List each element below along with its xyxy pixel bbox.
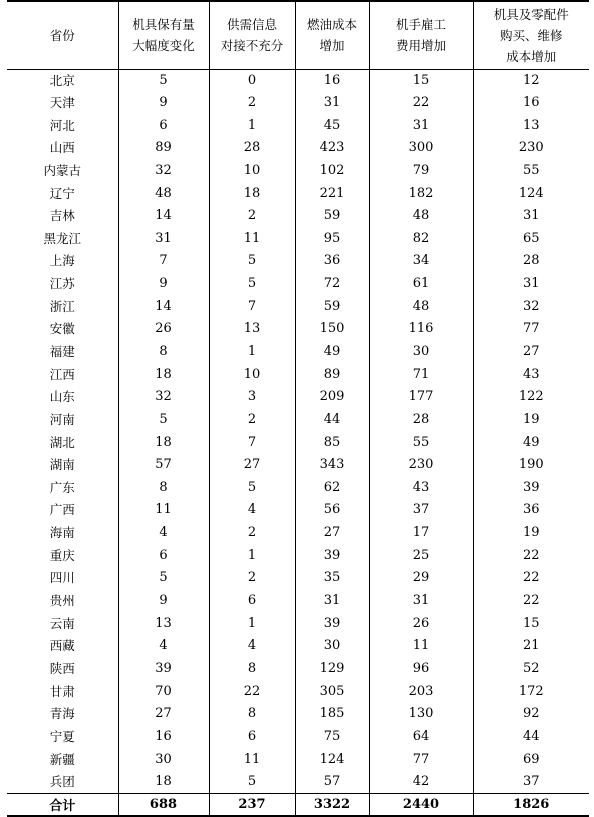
value-cell: 28: [209, 137, 295, 160]
table-row: [7, 227, 589, 250]
value-cell: 172: [473, 680, 589, 703]
province-cell: 内蒙古: [7, 160, 118, 183]
value-cell: 230: [473, 137, 589, 160]
province-cell: 河北: [7, 114, 118, 137]
province-cell: 浙江: [7, 295, 118, 318]
value-cell: 69: [473, 748, 589, 771]
value-cell: 8: [209, 703, 295, 726]
value-cell: 5: [209, 250, 295, 273]
column-header-line: 燃油成本: [306, 17, 357, 33]
table-body: [7, 69, 589, 794]
table-row: [7, 205, 589, 228]
table-row: [7, 363, 589, 386]
value-cell: 27: [473, 341, 589, 364]
value-cell: 13: [473, 114, 589, 137]
value-cell: 18: [118, 771, 209, 794]
value-cell: 31: [473, 205, 589, 228]
province-cell: 新疆: [7, 748, 118, 771]
value-cell: 5: [209, 477, 295, 500]
column-header-line: 机具保有量: [132, 17, 195, 33]
value-cell: 230: [369, 454, 473, 477]
value-cell: 150: [295, 318, 369, 341]
column-header: [473, 1, 589, 69]
value-cell: 30: [118, 748, 209, 771]
value-cell: 129: [295, 658, 369, 681]
value-cell: 37: [473, 771, 589, 794]
value-cell: 95: [295, 227, 369, 250]
value-cell: 203: [369, 680, 473, 703]
value-cell: 10: [209, 160, 295, 183]
province-cell: 重庆: [7, 544, 118, 567]
value-cell: 2: [209, 409, 295, 432]
province-cell: 兵团: [7, 771, 118, 794]
value-cell: 77: [369, 748, 473, 771]
table-row: [7, 567, 589, 590]
value-cell: 49: [473, 431, 589, 454]
value-cell: 79: [369, 160, 473, 183]
value-cell: 61: [369, 273, 473, 296]
value-cell: 59: [295, 205, 369, 228]
table-row: [7, 748, 589, 771]
table-row: [7, 726, 589, 749]
column-header-line: 成本增加: [506, 48, 557, 64]
province-cell: 甘肃: [7, 680, 118, 703]
table-row: [7, 658, 589, 681]
value-cell: 13: [118, 612, 209, 635]
column-header-line: 费用增加: [395, 38, 446, 54]
value-cell: 15: [369, 69, 473, 92]
value-cell: 48: [369, 205, 473, 228]
table-row: [7, 590, 589, 613]
value-cell: 22: [473, 544, 589, 567]
province-cell: 山西: [7, 137, 118, 160]
header-row: [7, 1, 589, 69]
province-cell: 广西: [7, 499, 118, 522]
value-cell: 36: [473, 499, 589, 522]
value-cell: 52: [473, 658, 589, 681]
province-cell: 天津: [7, 92, 118, 115]
value-cell: 102: [295, 160, 369, 183]
value-cell: 57: [295, 771, 369, 794]
province-cell: 江苏: [7, 273, 118, 296]
column-header: [295, 1, 369, 69]
value-cell: 7: [118, 250, 209, 273]
value-cell: 17: [369, 522, 473, 545]
value-cell: 39: [295, 612, 369, 635]
value-cell: 8: [118, 341, 209, 364]
table-header: [7, 1, 589, 69]
value-cell: 55: [369, 431, 473, 454]
value-cell: 423: [295, 137, 369, 160]
value-cell: 70: [118, 680, 209, 703]
province-cell: 黑龙江: [7, 227, 118, 250]
value-cell: 122: [473, 386, 589, 409]
value-cell: 27: [209, 454, 295, 477]
column-header-line: 供需信息: [226, 17, 277, 33]
value-cell: 39: [118, 658, 209, 681]
value-cell: 39: [295, 544, 369, 567]
value-cell: 182: [369, 182, 473, 205]
value-cell: 1: [209, 544, 295, 567]
value-cell: 21: [473, 635, 589, 658]
value-cell: 25: [369, 544, 473, 567]
value-cell: 45: [295, 114, 369, 137]
column-header-line: 对接不充分: [220, 38, 284, 54]
value-cell: 22: [473, 590, 589, 613]
value-cell: 55: [473, 160, 589, 183]
table-row: [7, 703, 589, 726]
value-cell: 65: [473, 227, 589, 250]
province-cell: 河南: [7, 409, 118, 432]
province-cell: 广东: [7, 477, 118, 500]
value-cell: 7: [209, 295, 295, 318]
table-row: [7, 477, 589, 500]
value-cell: 130: [369, 703, 473, 726]
value-cell: 82: [369, 227, 473, 250]
column-header: [369, 1, 473, 69]
value-cell: 29: [369, 567, 473, 590]
value-cell: 124: [295, 748, 369, 771]
value-cell: 19: [473, 409, 589, 432]
value-cell: 18: [118, 363, 209, 386]
province-cell: 上海: [7, 250, 118, 273]
value-cell: 64: [369, 726, 473, 749]
value-cell: 6: [209, 590, 295, 613]
value-cell: 34: [369, 250, 473, 273]
table-row: [7, 114, 589, 137]
value-cell: 19: [473, 522, 589, 545]
value-cell: 5: [209, 771, 295, 794]
column-header-line: 增加: [319, 38, 345, 54]
value-cell: 11: [369, 635, 473, 658]
table-row: [7, 499, 589, 522]
value-cell: 13: [209, 318, 295, 341]
value-cell: 26: [369, 612, 473, 635]
value-cell: 31: [295, 92, 369, 115]
value-cell: 14: [118, 205, 209, 228]
value-cell: 5: [209, 273, 295, 296]
value-cell: 57: [118, 454, 209, 477]
table-row: [7, 386, 589, 409]
value-cell: 11: [209, 748, 295, 771]
value-cell: 116: [369, 318, 473, 341]
value-cell: 1: [209, 612, 295, 635]
value-cell: 5: [118, 69, 209, 92]
total-label: 合计: [7, 794, 118, 816]
table-container: [7, 0, 589, 817]
total-value-cell: 1826: [473, 794, 589, 816]
province-cell: 海南: [7, 522, 118, 545]
total-value-cell: 688: [118, 794, 209, 816]
value-cell: 0: [209, 69, 295, 92]
value-cell: 9: [118, 590, 209, 613]
province-cell: 安徽: [7, 318, 118, 341]
table-row: [7, 182, 589, 205]
value-cell: 32: [118, 160, 209, 183]
province-cell: 北京: [7, 69, 118, 92]
value-cell: 14: [118, 295, 209, 318]
province-cell: 陕西: [7, 658, 118, 681]
table-footer: [7, 794, 589, 816]
value-cell: 5: [118, 567, 209, 590]
table-row: [7, 612, 589, 635]
value-cell: 44: [473, 726, 589, 749]
value-cell: 11: [118, 499, 209, 522]
value-cell: 11: [209, 227, 295, 250]
total-value-cell: 2440: [369, 794, 473, 816]
province-cell: 湖南: [7, 454, 118, 477]
value-cell: 28: [473, 250, 589, 273]
province-cell: 湖北: [7, 431, 118, 454]
value-cell: 177: [369, 386, 473, 409]
value-cell: 56: [295, 499, 369, 522]
value-cell: 4: [118, 635, 209, 658]
province-cell: 云南: [7, 612, 118, 635]
value-cell: 305: [295, 680, 369, 703]
value-cell: 16: [118, 726, 209, 749]
value-cell: 7: [209, 431, 295, 454]
province-cell: 青海: [7, 703, 118, 726]
province-cell: 江西: [7, 363, 118, 386]
value-cell: 8: [118, 477, 209, 500]
value-cell: 9: [118, 92, 209, 115]
table-row: [7, 273, 589, 296]
value-cell: 5: [118, 409, 209, 432]
value-cell: 32: [473, 295, 589, 318]
value-cell: 30: [369, 341, 473, 364]
value-cell: 2: [209, 92, 295, 115]
column-header: [118, 1, 209, 69]
table-row: [7, 318, 589, 341]
value-cell: 4: [118, 522, 209, 545]
value-cell: 96: [369, 658, 473, 681]
total-value-cell: 3322: [295, 794, 369, 816]
column-header-line: 大幅度变化: [132, 38, 195, 54]
value-cell: 8: [209, 658, 295, 681]
value-cell: 37: [369, 499, 473, 522]
value-cell: 15: [473, 612, 589, 635]
value-cell: 36: [295, 250, 369, 273]
value-cell: 124: [473, 182, 589, 205]
value-cell: 4: [209, 635, 295, 658]
value-cell: 4: [209, 499, 295, 522]
value-cell: 190: [473, 454, 589, 477]
province-cell: 辽宁: [7, 182, 118, 205]
province-cell: 四川: [7, 567, 118, 590]
column-header-line: 机具及零配件: [493, 6, 569, 22]
table-row: [7, 409, 589, 432]
value-cell: 2: [209, 205, 295, 228]
value-cell: 35: [295, 567, 369, 590]
table-row: [7, 69, 589, 92]
total-value-cell: 237: [209, 794, 295, 816]
table-row: [7, 250, 589, 273]
value-cell: 16: [295, 69, 369, 92]
value-cell: 31: [118, 227, 209, 250]
value-cell: 85: [295, 431, 369, 454]
value-cell: 89: [295, 363, 369, 386]
value-cell: 31: [295, 590, 369, 613]
value-cell: 28: [369, 409, 473, 432]
value-cell: 221: [295, 182, 369, 205]
data-table: [7, 0, 589, 817]
value-cell: 42: [369, 771, 473, 794]
table-row: [7, 295, 589, 318]
column-header-line: 省份: [49, 27, 75, 43]
value-cell: 26: [118, 318, 209, 341]
table-row: [7, 431, 589, 454]
value-cell: 343: [295, 454, 369, 477]
value-cell: 10: [209, 363, 295, 386]
table-row: [7, 680, 589, 703]
value-cell: 6: [118, 544, 209, 567]
value-cell: 22: [473, 567, 589, 590]
value-cell: 39: [473, 477, 589, 500]
column-header-line: 购买、维修: [499, 27, 563, 43]
value-cell: 1: [209, 341, 295, 364]
table-row: [7, 160, 589, 183]
value-cell: 43: [369, 477, 473, 500]
table-row: [7, 635, 589, 658]
province-cell: 贵州: [7, 590, 118, 613]
value-cell: 62: [295, 477, 369, 500]
value-cell: 6: [118, 114, 209, 137]
value-cell: 31: [369, 590, 473, 613]
value-cell: 75: [295, 726, 369, 749]
province-cell: 西藏: [7, 635, 118, 658]
value-cell: 185: [295, 703, 369, 726]
value-cell: 2: [209, 522, 295, 545]
value-cell: 72: [295, 273, 369, 296]
table-row: [7, 544, 589, 567]
total-row: [7, 794, 589, 816]
value-cell: 9: [118, 273, 209, 296]
value-cell: 30: [295, 635, 369, 658]
table-row: [7, 771, 589, 794]
value-cell: 1: [209, 114, 295, 137]
province-cell: 福建: [7, 341, 118, 364]
province-cell: 吉林: [7, 205, 118, 228]
value-cell: 49: [295, 341, 369, 364]
value-cell: 59: [295, 295, 369, 318]
province-cell: 山东: [7, 386, 118, 409]
value-cell: 209: [295, 386, 369, 409]
value-cell: 6: [209, 726, 295, 749]
column-header: [7, 1, 118, 69]
table-row: [7, 137, 589, 160]
value-cell: 92: [473, 703, 589, 726]
value-cell: 31: [369, 114, 473, 137]
table-row: [7, 454, 589, 477]
table-row: [7, 341, 589, 364]
column-header-line: 机手雇工: [395, 17, 446, 33]
value-cell: 12: [473, 69, 589, 92]
province-cell: 宁夏: [7, 726, 118, 749]
value-cell: 44: [295, 409, 369, 432]
value-cell: 48: [369, 295, 473, 318]
value-cell: 31: [473, 273, 589, 296]
value-cell: 18: [118, 431, 209, 454]
value-cell: 18: [209, 182, 295, 205]
column-header: [209, 1, 295, 69]
value-cell: 43: [473, 363, 589, 386]
value-cell: 27: [295, 522, 369, 545]
value-cell: 27: [118, 703, 209, 726]
value-cell: 89: [118, 137, 209, 160]
value-cell: 71: [369, 363, 473, 386]
value-cell: 48: [118, 182, 209, 205]
value-cell: 77: [473, 318, 589, 341]
value-cell: 32: [118, 386, 209, 409]
value-cell: 16: [473, 92, 589, 115]
value-cell: 22: [369, 92, 473, 115]
value-cell: 3: [209, 386, 295, 409]
table-row: [7, 92, 589, 115]
table-row: [7, 522, 589, 545]
value-cell: 2: [209, 567, 295, 590]
value-cell: 300: [369, 137, 473, 160]
value-cell: 22: [209, 680, 295, 703]
